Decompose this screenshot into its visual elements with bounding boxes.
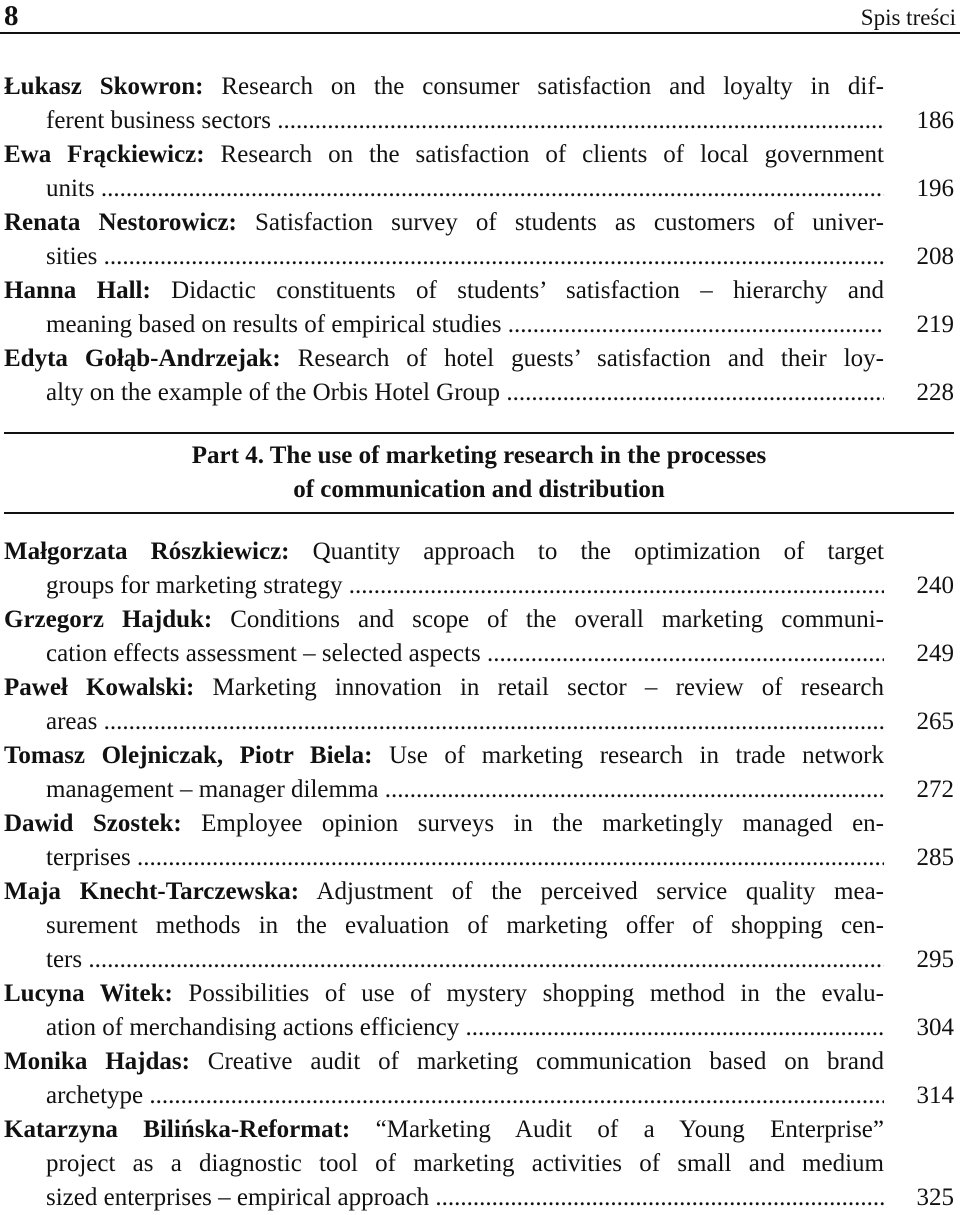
toc-page-number: 228 [916,379,954,406]
toc-entry-first-line [4,274,884,308]
toc-page-number: 295 [916,946,954,973]
toc-list [4,70,954,410]
toc-title-continuation [4,943,884,977]
toc-title-text: Didactic constituents of students’ satisfaction – hierarchy and [150,277,884,304]
toc-author: Hanna Hall: [4,277,151,304]
toc-page-number: 265 [916,708,954,735]
dot-leader [97,243,884,270]
dot-leader [342,572,884,599]
toc-author: Tomasz Olejniczak, Piotr Biela: [4,742,373,769]
part-heading-line: Part 4. The use of marketing research in the processes [191,442,767,469]
toc-author: Renata Nestorowicz: [4,209,237,236]
toc-entry [4,1045,954,1113]
toc-page-number: 272 [916,776,954,803]
toc-title-text: terprises [46,844,131,871]
toc-page-number: 325 [916,1184,954,1211]
toc-title-text: ferent business sectors [46,107,271,134]
toc-entry-first-line [4,1045,884,1079]
toc-author: Maja Knecht-Tarczewska: [4,878,300,905]
toc-entry [4,807,954,875]
toc-list [4,535,954,1215]
toc-title-continuation [4,1147,884,1181]
toc-page-number: 314 [916,1082,954,1109]
toc-page-number: 208 [916,243,954,270]
toc-entry [4,671,954,739]
section-title: Spis treści [860,5,956,30]
toc-entry [4,274,954,342]
toc-page-number: 196 [916,175,954,202]
toc-title-text: Adjustment of the perceived service quality mea- [299,878,885,905]
toc-title-text: Research on the consumer satisfaction and loyalty in dif- [203,73,884,100]
toc-page-number: 219 [916,311,954,338]
toc-title-text: project as a diagnostic tool of marketing activities of small and medium [46,1150,884,1177]
toc-title-text: units [46,175,95,202]
toc-title-continuation [4,1011,884,1045]
toc-title-text: ation of merchandising actions efficiency [46,1014,460,1041]
toc-author: Edyta Gołąb-Andrzejak: [4,345,281,372]
toc-author: Ewa Frąckiewicz: [4,141,205,168]
page-header [0,0,960,34]
toc-entry [4,1113,954,1215]
toc-title-text: Conditions and scope of the overall marketing communi- [212,606,884,633]
toc-entry-first-line [4,977,884,1011]
toc-entry-first-line [4,603,884,637]
toc-title-text: Marketing innovation in retail sector – review of research [194,674,885,701]
dot-leader [97,708,884,735]
toc-entry [4,977,954,1045]
dot-leader [500,379,884,406]
toc-title-text: Research of hotel guests’ satisfaction and their loy- [280,345,884,372]
toc-title-text: Quantity approach to the optimization of target [289,538,884,565]
toc-title-continuation [4,1181,884,1215]
toc-entry [4,535,954,603]
toc-author: Katarzyna Bilińska-Reformat: [4,1116,351,1143]
toc-author: Dawid Szostek: [4,810,182,837]
toc-title-continuation [4,1079,884,1113]
toc-title-text: Satisfaction survey of students as customers of univer- [236,209,884,236]
toc-title-text: Employee opinion surveys in the marketingly managed en- [181,810,885,837]
toc-entry-first-line [4,739,884,773]
toc-entry-first-line [4,206,884,240]
page-number: 8 [4,0,19,32]
toc-title-text: Creative audit of marketing communication based on brand [189,1048,884,1075]
toc-title-continuation [4,569,884,603]
toc-author: Małgorzata Rószkiewicz: [4,538,290,565]
toc-entry [4,70,954,138]
toc-page-number: 186 [916,107,954,134]
toc-title-text: Possibilities of use of mystery shopping method in the evalu- [172,980,884,1007]
toc-title-text: alty on the example of the Orbis Hotel Group [46,379,501,406]
toc-title-continuation [4,376,884,410]
divider [4,432,954,434]
toc-title-continuation [4,705,884,739]
dot-leader [459,1014,884,1041]
toc-entry-first-line [4,807,884,841]
toc-entry-first-line [4,1113,884,1147]
divider [4,512,954,514]
toc-entry-first-line [4,875,884,909]
part-heading-line: of communication and distribution [293,476,665,503]
toc-entry-first-line [4,535,884,569]
part-heading [4,439,954,507]
toc-title-continuation [4,240,884,274]
toc-title-continuation [4,773,884,807]
dot-leader [82,946,884,973]
toc-title-continuation [4,104,884,138]
toc-entry [4,206,954,274]
toc-entry [4,342,954,410]
toc-entry [4,739,954,807]
toc-author: Lucyna Witek: [4,980,173,1007]
toc-page-number: 249 [916,640,954,667]
toc-entry [4,875,954,977]
toc-title-continuation [4,841,884,875]
dot-leader [95,175,884,202]
toc-title-text: groups for marketing strategy [46,572,343,599]
toc-title-text: sized enterprises – empirical approach [46,1184,430,1211]
toc-title-continuation [4,637,884,671]
toc-title-text: surement methods in the evaluation of marketing offer of shopping cen- [46,912,884,939]
toc-entry-first-line [4,342,884,376]
toc-page-number: 240 [916,572,954,599]
toc-title-text: archetype [46,1082,144,1109]
toc-author: Grzegorz Hajduk: [4,606,213,633]
dot-leader [271,107,884,134]
toc-title-text: cation effects assessment – selected aspects [46,640,481,667]
dot-leader [481,640,884,667]
toc-title-text: management – manager dilemma [46,776,379,803]
dot-leader [131,844,884,871]
toc-entry-first-line [4,671,884,705]
toc-title-text: areas [46,708,98,735]
toc-entry-first-line [4,138,884,172]
toc-title-text: meaning based on results of empirical studies [46,311,502,338]
dot-leader [143,1082,884,1109]
dot-leader [429,1184,884,1211]
toc-page-number: 304 [916,1014,954,1041]
toc-title-text: ters [46,946,83,973]
dot-leader [379,776,884,803]
toc-entry-first-line [4,70,884,104]
toc-title-text: “Marketing Audit of a Young Enterprise” [350,1116,884,1143]
toc-author: Paweł Kowalski: [4,674,195,701]
toc-author: Łukasz Skowron: [4,73,204,100]
dot-leader [501,311,884,338]
toc-entry [4,603,954,671]
toc-title-text: sities [46,243,98,270]
toc-author: Monika Hajdas: [4,1048,190,1075]
toc-title-continuation [4,308,884,342]
toc-title-continuation [4,909,884,943]
toc-title-text: Use of marketing research in trade network [372,742,884,769]
toc-title-text: Research on the satisfaction of clients of local government [204,141,885,168]
toc-page-number: 285 [916,844,954,871]
toc-title-continuation [4,172,884,206]
toc-entry [4,138,954,206]
